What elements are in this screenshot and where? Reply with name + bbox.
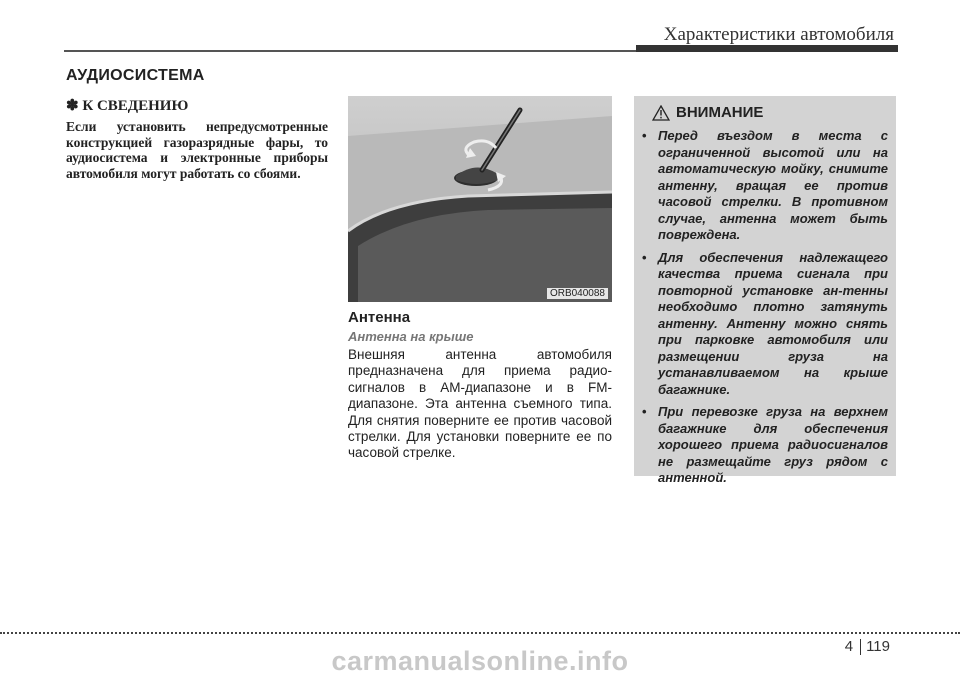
antenna-description: Внешняя антенна автомобиля предназначена для приема радио-сигналов в АМ-диапазоне и в FM-диапазоне. Эта антенна съемного типа. Для снятия поверните ее против часовой стрелки. Для установки поверните ее по часовой стрелке. (348, 347, 612, 461)
note-heading: ✽ К СВЕДЕНИЮ (66, 98, 189, 114)
watermark: carmanualsonline.info (331, 646, 629, 676)
warning-item: • Перед въездом в места с ограниченной высотой или на автоматическую мойку, снимите антенну, вращая ее против часовой стрелки. В противном случае, антенна может быть повреждена. (642, 128, 888, 242)
chapter-number: 4 (844, 638, 854, 655)
roof-antenna-illustration (348, 96, 612, 302)
warning-triangle-icon (652, 105, 670, 121)
footer-divider (0, 632, 960, 634)
page-number-value: 119 (866, 638, 890, 655)
header-divider-thick (636, 45, 898, 52)
antenna-subheading: Антенна на крыше (348, 329, 474, 344)
information-note (66, 96, 328, 182)
note-text: Если установить непредусмотренные конструкцией газоразрядные фары, то аудиосистема и электронные приборы автомобиля могут работать со сбоями. (66, 119, 328, 182)
warning-header (652, 104, 763, 121)
warning-item: • Для обеспечения надлежащего качества приема сигнала при повторной установке ан-тенны необходимо плотно затянуть антенну. Антенну можно снять при парковке автомобиля или размещении груза на устанавливаемом на крыше багажнике. (642, 249, 888, 397)
figure-code: ORB040088 (547, 288, 608, 299)
antenna-photo (348, 96, 612, 302)
warning-box (634, 96, 896, 485)
antenna-heading: Антенна (348, 309, 411, 326)
antenna-section (348, 309, 612, 462)
section-title: АУДИОСИСТЕМА (66, 67, 205, 84)
warning-list (642, 128, 888, 493)
header-divider (64, 50, 636, 52)
warning-title: ВНИМАНИЕ (676, 104, 764, 121)
warning-item: • При перевозке груза на верхнем багажнике для обеспечения хорошего приема радиосигналов не размещайте груз рядом с антенной. (642, 404, 888, 485)
page-header-title: Характеристики автомобиля (663, 24, 894, 45)
